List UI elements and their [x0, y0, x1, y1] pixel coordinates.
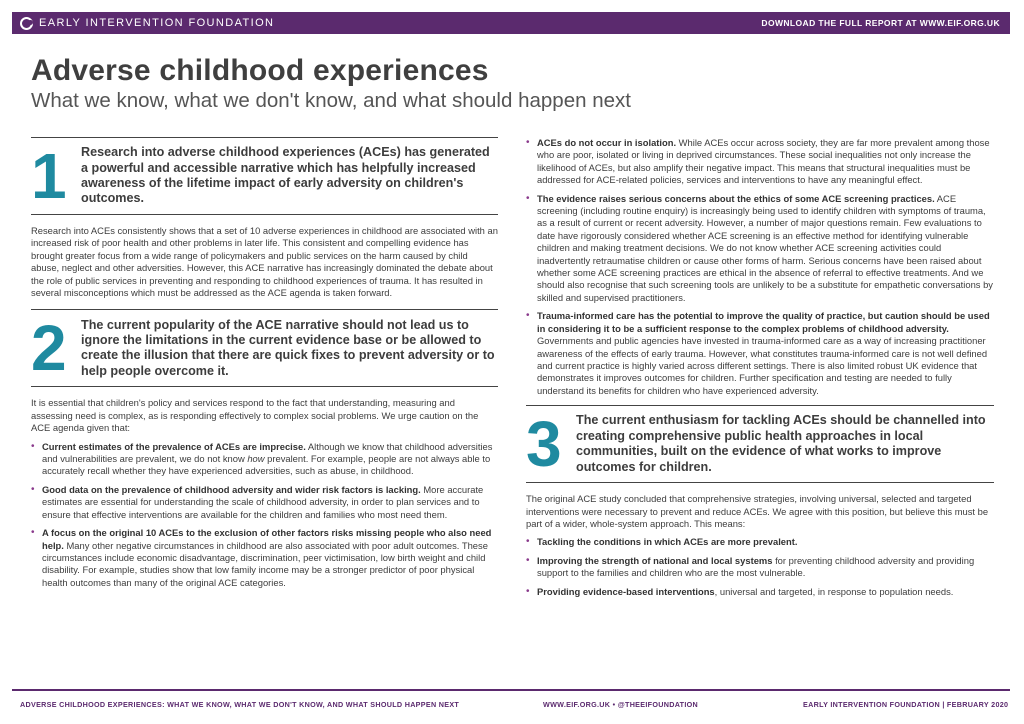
brand	[20, 17, 274, 30]
eif-logo-icon	[20, 17, 33, 30]
list-item	[526, 193, 994, 305]
bullet-bold: A focus on the original 10 ACEs to the exclusion of other factors risks missing people who also need help.	[42, 527, 492, 551]
page-title: Adverse childhood experiences	[31, 54, 489, 87]
bullet-bold: Good data on the prevalence of childhood adversity and wider risk factors is lacking.	[42, 483, 421, 495]
bullet-text: More accurate estimates are essential for understanding the scale of childhood adversity, in order to plan services and to ensure that effective interventions are available for the children and families who most need them.	[42, 483, 484, 520]
bullet-italic: how	[247, 453, 265, 465]
section-3-heading-text: The current enthusiasm for tackling ACEs should be channelled into creating comprehensive public health approaches in local communities, built on the evidence of what works to improve outcomes for children.	[576, 413, 986, 474]
right-column	[526, 137, 994, 604]
section-1-heading	[31, 137, 498, 215]
section-3-body: The original ACE study concluded that comprehensive strategies, involving universal, selected and targeted interventions were necessary to prevent and reduce ACEs. We agree with this position, but believe this must be part of a wider, whole-system approach. This means:	[526, 493, 989, 529]
list-item	[526, 137, 994, 187]
section-2-heading-text: The current popularity of the ACE narrative should not lead us to ignore the limitations in the current evidence base or be allowed to create the illusion that there are quick fixes to prevent adversity or to help people overcome it.	[81, 317, 495, 378]
bullet-text: prevalent. For example, people are not always able to accurately recall whether they have experienced adversities, such as abuse, in childhood.	[42, 453, 491, 477]
bullet-bold: Tackling the conditions in which ACEs are more prevalent.	[537, 536, 798, 548]
bullet-bold: Providing evidence-based interventions	[537, 585, 715, 597]
brand-name: EARLY INTERVENTION FOUNDATION	[39, 17, 275, 29]
bullet-bold: Improving the strength of national and local systems	[537, 554, 773, 566]
list-item	[526, 310, 994, 397]
bullet-bold: The evidence raises serious concerns about the ethics of some ACE screening practices.	[537, 192, 935, 204]
top-banner	[12, 12, 1010, 34]
left-column	[31, 137, 498, 595]
bullet-text: for preventing childhood adversity and providing support to the families and children who are the most vulnerable.	[537, 554, 975, 579]
list-item	[31, 441, 498, 478]
list-item	[526, 555, 994, 580]
section-3-bullets	[526, 536, 994, 598]
footer-divider	[12, 689, 1010, 691]
section-2-body: It is essential that children's policy and services respond to the fact that understanding, measuring and assessing need is complex, as is responding effectively to complex social problems. We urge caution on the ACE agenda given that:	[31, 397, 479, 434]
bullet-text: While ACEs occur across society, they are far more prevalent among those who are poor, isolated or living in deprived circumstances. These social inequalities not only increase the likelihood of ACEs, but also amplify their negative impact. This means that structural inequalities must be addressed for ACE-related policies, services and interventions to have any meaningful effect.	[537, 137, 990, 186]
list-item	[526, 536, 994, 548]
bullet-text: , universal and targeted, in response to population needs.	[714, 585, 954, 597]
footer-links[interactable]: WWW.EIF.ORG.UK • @THEEIFOUNDATION	[543, 700, 699, 709]
bullet-bold: Trauma-informed care has the potential to improve the quality of practice, but caution should be used in considering it to be a sufficient response to the complex problems of childhood adversity.	[537, 310, 990, 334]
bullet-text: Many other negative circumstances in childhood are also associated with poor adult outcomes. These circumstances include economic disadvantage, discrimination, peer victimisation, low birth weight and child disability. For example, studies show that low family income may be a stronger predictor of poor physical health outcomes than many of the original ACE categories.	[42, 539, 488, 588]
section-1-number: 1	[31, 140, 67, 212]
bullet-bold: Current estimates of the prevalence of ACEs are imprecise.	[42, 440, 306, 452]
footer-organisation-date: EARLY INTERVENTION FOUNDATION | FEBRUARY 2020	[803, 700, 1009, 709]
section-3-heading	[526, 405, 994, 483]
footer-report-title: ADVERSE CHILDHOOD EXPERIENCES: WHAT WE KNOW, WHAT WE DON'T KNOW, AND WHAT SHOULD HAPPEN NEXT	[20, 700, 460, 709]
bullet-bold: ACEs do not occur in isolation.	[537, 137, 677, 148]
page-subtitle: What we know, what we don't know, and what should happen next	[31, 89, 631, 112]
section-2-continued-bullets	[526, 137, 994, 397]
section-1-body: Research into ACEs consistently shows that a set of 10 adverse experiences in childhood are associated with an increased risk of poor health and other problems in later life. This consistent and compelling evidence has brought greater focus from a wide range of policymakers and public services on the harm caused by child abuse, neglect and other adversities. However, this ACE narrative has increasingly dominated the debate about the role of public services in preventing and responding to childhood experiences of trauma. It has resulted in several misconceptions which must be addressed as the ACE agenda is taken forward.	[31, 225, 498, 299]
list-item	[31, 527, 498, 589]
bullet-text: ACE screening (including routine enquiry) is increasingly being used to identify children with symptoms of trauma, as a result of current or recent adversity. However, a number of major questions remain. Few evaluations to date have rigorously considered whether ACE screening is an effective method for identifying vulnerable children and making treatment decisions. We do not know whether ACE screening activities could inadvertently retraumatise children or cause other forms of harm. Serious concerns have been raised about whether some ACE screening practices are ethical in the absence of referral to effective treatments. And we should also recognise that such screening tools are unlikely to be a substitute for empathetic conversations by skilled and supervised practitioners.	[537, 192, 993, 303]
section-2-bullets	[31, 441, 498, 589]
section-1-heading-text: Research into adverse childhood experiences (ACEs) has generated a powerful and accessible narrative which has helpfully increased awareness of the lifetime impact of early adversity on children's outcomes.	[81, 145, 490, 206]
bullet-text: Although we know that childhood adversities and vulnerabilities are prevalent, we do not know	[42, 440, 493, 465]
section-3-number: 3	[526, 408, 562, 481]
bullet-text: Governments and public agencies have invested in trauma-informed care as a way of increasing practitioner awareness of the effects of early trauma. However, what constitutes trauma-informed care is not well defined and current practice is highly varied across different settings. There is also limited robust UK evidence that demonstrates it improves outcomes for children. Further specification and testing are needed to fully understand its benefits for children who have experienced adversity.	[537, 335, 988, 396]
list-item	[526, 586, 994, 598]
section-2-heading	[31, 309, 498, 387]
list-item	[31, 484, 498, 521]
download-link[interactable]: DOWNLOAD THE FULL REPORT AT WWW.EIF.ORG.UK	[761, 18, 1000, 28]
section-2-number: 2	[31, 312, 67, 385]
